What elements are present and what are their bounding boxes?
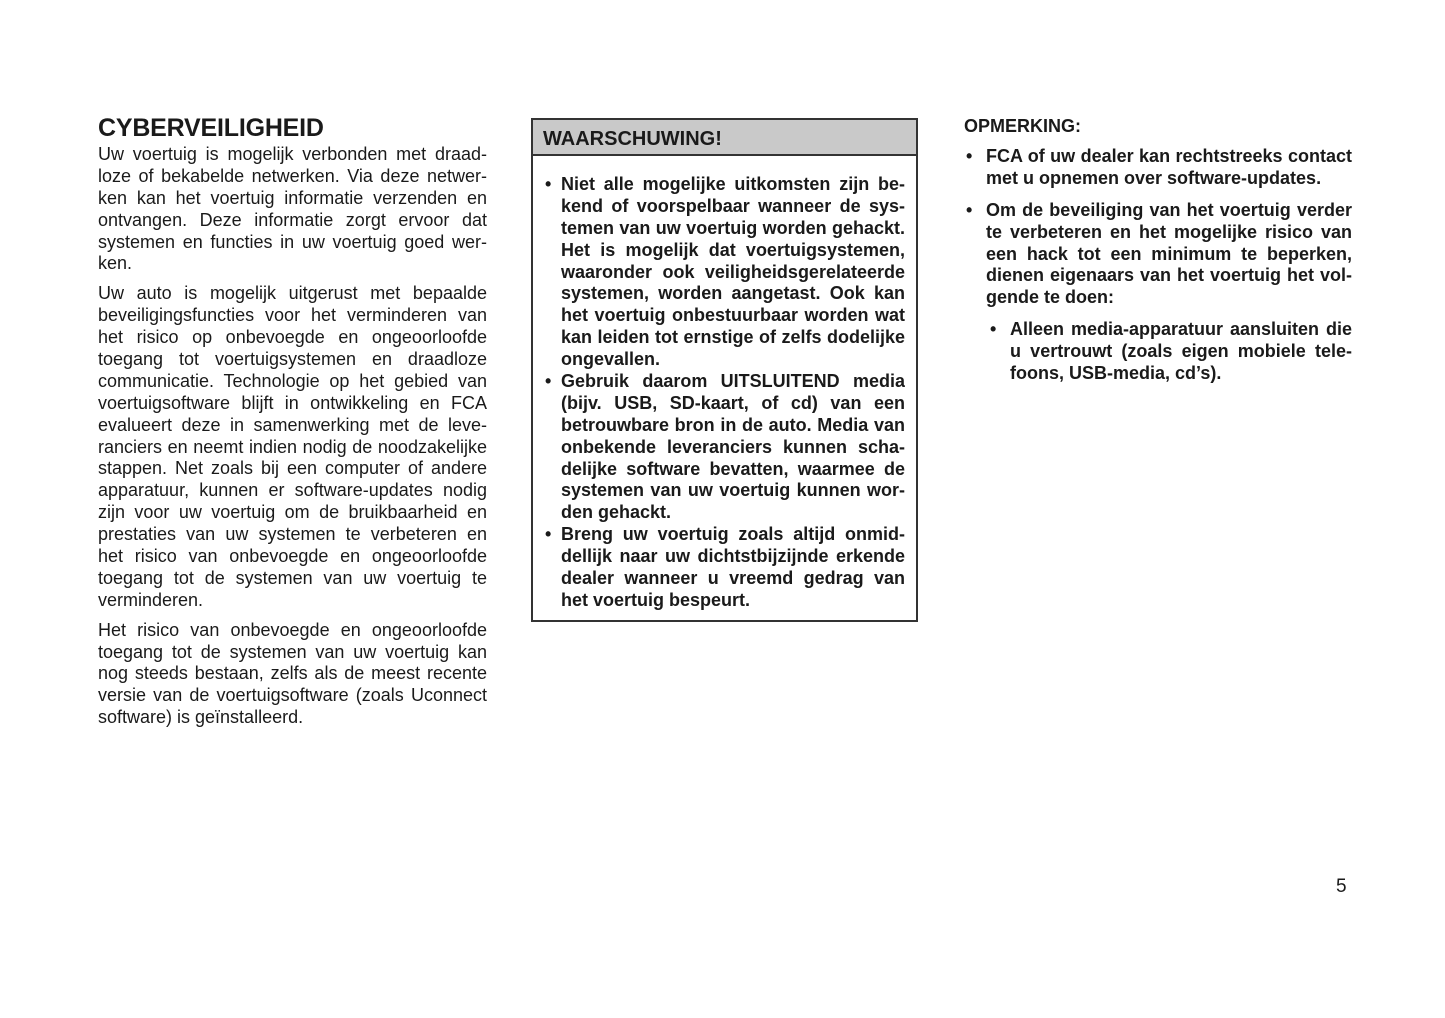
text-line: voertuigsoftware blijft in ontwikkeling en FCA	[98, 392, 487, 413]
text-line: delijke software bevatten, waarmee de	[561, 458, 905, 479]
bullet-icon: •	[545, 371, 552, 392]
text-line: beveiligingsfuncties voor het verminderen van	[98, 305, 487, 326]
bullet-icon: •	[966, 199, 973, 220]
text-line: te verbeteren en het mogelijke risico van	[986, 221, 1352, 242]
paragraph	[98, 283, 487, 611]
text-line: communicatie. Technologie op het gebied van	[98, 370, 487, 391]
text-line: temen van uw voertuig worden gehackt.	[561, 217, 905, 238]
bullet-icon: •	[545, 174, 552, 194]
text-line: Gebruik daarom UITSLUITEND media	[561, 371, 905, 392]
cybersecurity-column	[98, 114, 487, 737]
bullet-icon: •	[966, 146, 973, 166]
text-line: het risico van onbevoegde en ongeoorloofde	[98, 546, 487, 567]
text-line: het voertuig onbestuurbaar worden wat	[561, 305, 905, 326]
text-line: zijn voor uw voertuig om de bruikbaarheid en	[98, 502, 487, 523]
paragraph	[98, 620, 487, 729]
text-line: het voertuig bespeurt.	[561, 589, 751, 610]
text-line: Niet alle mogelijke uitkomsten zijn be-	[561, 174, 905, 194]
text-line: den gehackt.	[561, 502, 672, 523]
text-line: Het is mogelijk dat voertuigsystemen,	[561, 239, 905, 260]
section-heading: CYBERVEILIGHEID	[98, 114, 324, 142]
text-line: gende te doen:	[986, 287, 1115, 308]
text-line: Uw auto is mogelijk uitgerust met bepaalde	[98, 283, 487, 304]
text-line: prestaties van uw systemen te verbeteren en	[98, 524, 487, 545]
bullet-item	[545, 174, 905, 371]
note-column	[964, 114, 1352, 395]
text-line: loze of bekabelde netwerken. Via deze netwer-	[98, 165, 487, 186]
text-line: een hack tot een minimum te beperken,	[986, 243, 1352, 264]
text-line: Het risico van onbevoegde en ongeoorloofde	[98, 619, 487, 640]
warning-title: WAARSCHUWING!	[533, 120, 916, 156]
text-line: Breng uw voertuig zoals altijd onmid-	[561, 524, 905, 545]
bullet-item	[545, 524, 905, 612]
text-line: Alleen media-apparatuur aansluiten die	[1010, 319, 1352, 340]
bullet-item	[964, 146, 1352, 190]
text-line: versie van de voertuigsoftware (zoals Uconnect	[98, 685, 487, 706]
bullet-icon: •	[990, 319, 997, 340]
text-line: software) is geïnstalleerd.	[98, 707, 304, 728]
text-line: met u opnemen over software-updates.	[986, 167, 1322, 188]
text-line: systemen van uw voertuig kunnen wor-	[561, 480, 905, 501]
warning-body	[533, 156, 916, 612]
text-line: Om de beveiliging van het voertuig verder	[986, 199, 1352, 220]
note-body	[964, 146, 1352, 385]
section-body	[98, 144, 487, 729]
text-line: ranciers en neemt indien nodig de noodzakelijke	[98, 436, 487, 457]
text-line: (bijv. USB, SD-kaart, of cd) van een	[561, 392, 905, 413]
text-line: FCA of uw dealer kan rechtstreeks contact	[986, 146, 1352, 166]
text-line: ontvangen. Deze informatie zorgt ervoor dat	[98, 209, 487, 230]
text-line: dealer wanneer u vreemd gedrag van	[561, 568, 905, 589]
bullet-item	[964, 200, 1352, 309]
text-line: verminderen.	[98, 589, 204, 610]
text-line: stappen. Net zoals bij een computer of andere	[98, 458, 487, 479]
text-line: kend of voorspelbaar wanneer de sys-	[561, 195, 905, 216]
page-number: 5	[1336, 876, 1347, 897]
bullet-icon: •	[545, 524, 552, 545]
text-line: nog steeds bestaan, zelfs als de meest recente	[98, 663, 487, 684]
text-line: kan leiden tot ernstige of zelfs dodelijke	[561, 327, 905, 348]
text-line: u vertrouwt (zoals eigen mobiele tele-	[1010, 341, 1352, 362]
text-line: foons, USB-media, cd’s).	[1010, 363, 1222, 384]
text-line: systemen en functies in uw voertuig goed wer-	[98, 231, 487, 252]
bullet-item	[988, 319, 1352, 385]
text-line: ongevallen.	[561, 349, 661, 370]
bullet-item	[545, 371, 905, 524]
text-line: betrouwbare bron in de auto. Media van	[561, 414, 905, 435]
text-line: waaronder ook veiligheidsgerelateerde	[561, 261, 905, 282]
text-line: ken kan het voertuig informatie verzenden en	[98, 187, 487, 208]
text-line: apparatuur, kunnen er software-updates nodig	[98, 480, 487, 501]
paragraph	[98, 144, 487, 275]
text-line: het risico op onbevoegde en ongeoorloofde	[98, 327, 487, 348]
text-line: dienen eigenaars van het voertuig het vol-	[986, 265, 1352, 286]
text-line: dellijk naar uw dichtstbijzijnde erkende	[561, 546, 905, 567]
text-line: Uw voertuig is mogelijk verbonden met draad-	[98, 144, 487, 164]
note-title: OPMERKING:	[964, 116, 1081, 136]
warning-box	[531, 118, 918, 622]
text-line: ken.	[98, 253, 133, 274]
text-line: onbekende leveranciers kunnen scha-	[561, 436, 905, 457]
text-line: toegang tot voertuigsystemen en draadloze	[98, 349, 487, 370]
text-line: evalueert deze in samenwerking met de leve-	[98, 414, 487, 435]
text-line: toegang tot de systemen van uw voertuig kan	[98, 641, 487, 662]
text-line: toegang tot de systemen van uw voertuig te	[98, 567, 487, 588]
text-line: systemen, worden aangetast. Ook kan	[561, 283, 905, 304]
